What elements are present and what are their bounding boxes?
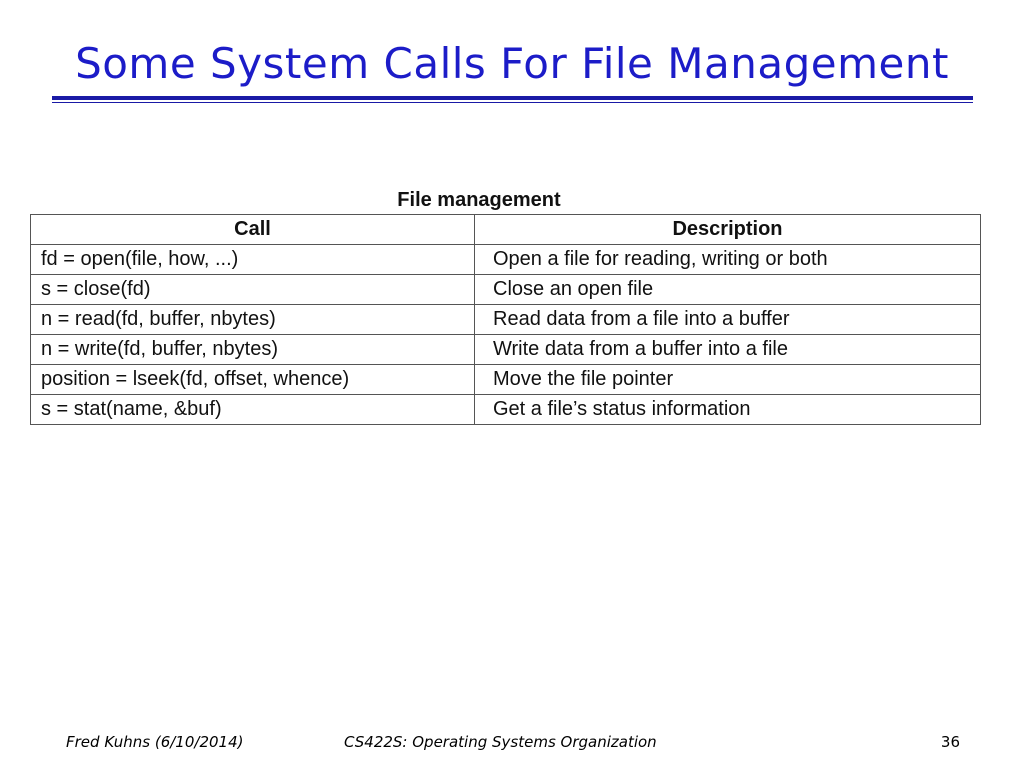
footer-course: CS422S: Operating Systems Organization xyxy=(344,733,657,751)
call-cell: s = stat(name, &buf) xyxy=(31,395,475,425)
column-header-description: Description xyxy=(475,215,981,245)
call-cell: n = read(fd, buffer, nbytes) xyxy=(31,305,475,335)
description-cell: Read data from a file into a buffer xyxy=(475,305,981,335)
title-underline-thick xyxy=(52,96,973,100)
page-number: 36 xyxy=(940,733,960,751)
file-management-table xyxy=(30,214,981,425)
description-cell: Get a file’s status information xyxy=(475,395,981,425)
table-row xyxy=(31,305,981,335)
table-row xyxy=(31,335,981,365)
title-underline-thin xyxy=(52,102,973,103)
table-row xyxy=(31,245,981,275)
table-caption: File management xyxy=(397,189,561,211)
slide-title: Some System Calls For File Management xyxy=(75,39,949,88)
footer-author: Fred Kuhns (6/10/2014) xyxy=(66,733,244,751)
call-cell: position = lseek(fd, offset, whence) xyxy=(31,365,475,395)
call-cell: fd = open(file, how, ...) xyxy=(31,245,475,275)
table-row xyxy=(31,395,981,425)
table-row xyxy=(31,275,981,305)
description-cell: Open a file for reading, writing or both xyxy=(475,245,981,275)
call-cell: n = write(fd, buffer, nbytes) xyxy=(31,335,475,365)
table-header-row xyxy=(31,215,981,245)
description-cell: Move the file pointer xyxy=(475,365,981,395)
table-row xyxy=(31,365,981,395)
column-header-call: Call xyxy=(31,215,475,245)
description-cell: Close an open file xyxy=(475,275,981,305)
call-cell: s = close(fd) xyxy=(31,275,475,305)
description-cell: Write data from a buffer into a file xyxy=(475,335,981,365)
